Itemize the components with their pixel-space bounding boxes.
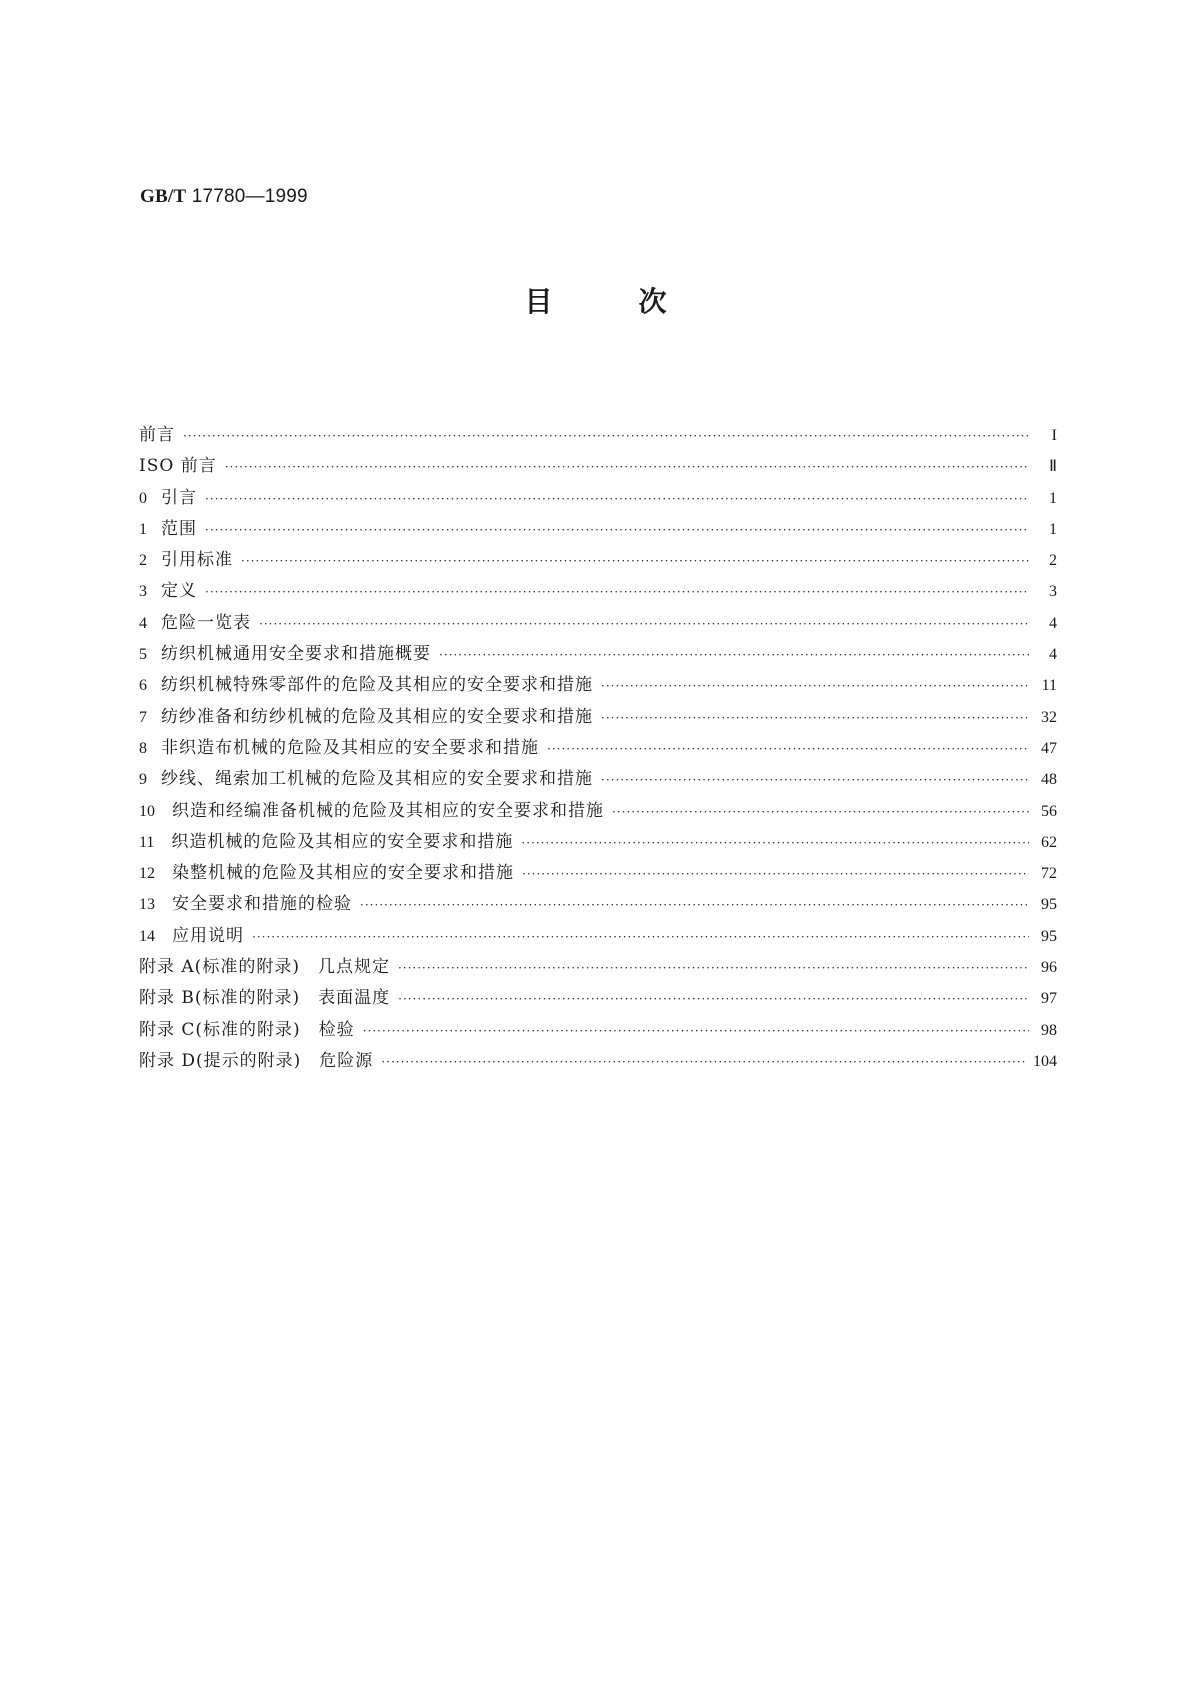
toc-entry-label: 引用标准 [161, 550, 233, 571]
toc-entry-page: 104 [1033, 1052, 1057, 1070]
toc-entry-number: 1 [139, 520, 147, 538]
toc-entry-label: 纱线、绳索加工机械的危险及其相应的安全要求和措施 [161, 769, 593, 790]
toc-entry[interactable] [139, 545, 1057, 576]
toc-entry[interactable] [139, 1046, 1057, 1077]
toc-entry-label: ISO 前言 [139, 456, 217, 477]
table-of-contents [139, 420, 1057, 1077]
toc-entry-label: 织造机械的危险及其相应的安全要求和措施 [171, 831, 514, 852]
toc-entry-label: 应用说明 [172, 925, 244, 946]
toc-dot-leader [205, 577, 1029, 608]
toc-entry-label: 定义 [161, 581, 197, 602]
toc-dot-leader [225, 452, 1029, 483]
toc-dot-leader [521, 828, 1029, 859]
toc-entry[interactable] [139, 483, 1057, 514]
toc-dot-leader [398, 953, 1029, 984]
toc-entry[interactable] [139, 514, 1057, 545]
toc-entry-page: 47 [1041, 739, 1057, 757]
toc-entry-number: 2 [139, 552, 147, 570]
toc-entry[interactable] [139, 921, 1057, 952]
toc-entry-label: 前言 [139, 425, 175, 445]
toc-entry-page: 1 [1049, 489, 1057, 507]
toc-entry-label: 染整机械的危险及其相应的安全要求和措施 [172, 863, 514, 884]
toc-dot-leader [363, 1016, 1029, 1047]
toc-entry-number: 11 [139, 833, 155, 851]
standard-prefix: GB/T [140, 186, 187, 207]
toc-entry-page: 4 [1049, 614, 1057, 632]
toc-entry-page: 1 [1049, 520, 1057, 538]
toc-dot-leader [205, 515, 1029, 546]
toc-entry-label: 织造和经编准备机械的危险及其相应的安全要求和措施 [172, 800, 604, 821]
toc-entry-number: 12 [139, 865, 155, 883]
toc-entry-number: 8 [139, 739, 147, 757]
toc-entry-label: 纺纱准备和纺纱机械的危险及其相应的安全要求和措施 [161, 706, 593, 727]
toc-entry[interactable] [139, 764, 1057, 795]
toc-entry-page: 32 [1041, 708, 1057, 726]
standard-code: 17780—1999 [191, 186, 308, 207]
toc-entry-label: 引言 [161, 487, 197, 508]
toc-entry-label: 附录 C(标准的附录) 检验 [139, 1019, 355, 1040]
toc-entry[interactable] [139, 451, 1057, 482]
toc-entry-number: 0 [139, 489, 147, 507]
toc-dot-leader [381, 1047, 1027, 1078]
toc-entry-label: 附录 B(标准的附录) 表面温度 [139, 988, 391, 1009]
toc-dot-leader [439, 640, 1029, 671]
toc-entry-page: 11 [1041, 677, 1057, 695]
toc-entry-number: 10 [139, 802, 155, 820]
toc-entry-page: I [1051, 427, 1057, 444]
toc-entry-page: 96 [1041, 959, 1057, 977]
toc-entry-label: 非织造布机械的危险及其相应的安全要求和措施 [161, 737, 539, 758]
toc-entry-page: 95 [1041, 896, 1057, 914]
toc-entry-page: 3 [1049, 583, 1057, 601]
toc-entry[interactable] [139, 733, 1057, 764]
toc-entry-number: 14 [139, 927, 155, 945]
toc-entry-page: 72 [1041, 865, 1057, 883]
toc-entry[interactable] [139, 702, 1057, 733]
toc-dot-leader [360, 890, 1029, 921]
toc-dot-leader [601, 765, 1029, 796]
toc-entry-label: 纺织机械通用安全要求和措施概要 [161, 644, 431, 665]
toc-entry-page: 56 [1041, 802, 1057, 820]
toc-dot-leader [547, 734, 1029, 765]
toc-entry-label: 安全要求和措施的检验 [172, 894, 352, 915]
standard-number [140, 186, 308, 208]
toc-entry-number: 9 [139, 771, 147, 789]
toc-entry-page: 98 [1041, 1021, 1057, 1039]
toc-entry-page: 97 [1041, 990, 1057, 1008]
toc-entry-page: 95 [1041, 927, 1057, 945]
page-title: 目次 [524, 285, 753, 318]
toc-entry-label: 范围 [161, 518, 197, 539]
toc-dot-leader [241, 546, 1029, 577]
toc-entry[interactable] [139, 639, 1057, 670]
toc-dot-leader [601, 703, 1029, 734]
toc-entry[interactable] [139, 983, 1057, 1014]
toc-dot-leader [612, 797, 1029, 828]
toc-entry[interactable] [139, 889, 1057, 920]
toc-entry-number: 5 [139, 646, 147, 664]
toc-dot-leader [183, 421, 1029, 452]
toc-dot-leader [205, 484, 1029, 515]
toc-entry-label: 附录 A(标准的附录) 几点规定 [139, 957, 390, 978]
toc-dot-leader [252, 922, 1029, 953]
toc-entry-page: 2 [1049, 552, 1057, 570]
toc-entry-label: 危险一览表 [161, 612, 251, 633]
toc-dot-leader [398, 984, 1029, 1015]
toc-entry[interactable] [139, 420, 1057, 451]
toc-dot-leader [601, 671, 1029, 702]
toc-entry[interactable] [139, 858, 1057, 889]
toc-entry[interactable] [139, 827, 1057, 858]
toc-entry-page: 4 [1049, 646, 1057, 664]
toc-entry-page: Ⅱ [1049, 458, 1057, 476]
toc-entry-number: 13 [139, 896, 155, 914]
toc-entry-number: 4 [139, 614, 147, 632]
toc-entry[interactable] [139, 576, 1057, 607]
toc-dot-leader [522, 859, 1029, 890]
toc-dot-leader [259, 609, 1029, 640]
toc-entry-label: 附录 D(提示的附录) 危险源 [139, 1050, 374, 1071]
toc-entry[interactable] [139, 608, 1057, 639]
toc-entry-number: 7 [139, 708, 147, 726]
toc-entry-number: 3 [139, 583, 147, 601]
toc-entry[interactable] [139, 1015, 1057, 1046]
toc-entry[interactable] [139, 796, 1057, 827]
toc-entry-page: 62 [1041, 833, 1057, 851]
toc-entry-label: 纺织机械特殊零部件的危险及其相应的安全要求和措施 [161, 675, 593, 696]
toc-entry-number: 6 [139, 677, 147, 695]
toc-entry[interactable] [139, 670, 1057, 701]
toc-entry[interactable] [139, 952, 1057, 983]
toc-entry-page: 48 [1041, 771, 1057, 789]
